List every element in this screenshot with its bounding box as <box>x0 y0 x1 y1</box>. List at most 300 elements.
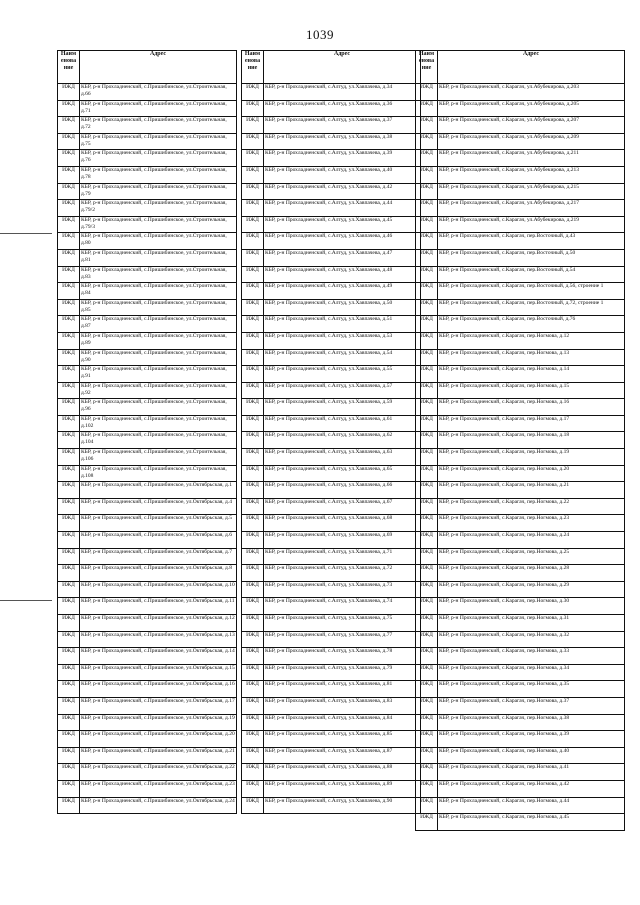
address-cell: КБР, р-н Прохладненский, с.Карагач, ул.Абубекирова, д.207 <box>438 117 625 134</box>
table-row <box>416 681 625 698</box>
table-row <box>416 449 625 466</box>
building-type-cell: ИЖД <box>58 432 80 449</box>
building-type-cell: ИЖД <box>416 764 438 781</box>
address-cell: КБР, р-н Прохладненский, с.Карагач, пер.Восточный, д.72, строение 1 <box>438 299 625 316</box>
building-type-cell: ИЖД <box>58 316 80 333</box>
table-row <box>242 548 421 565</box>
address-cell: КБР, р-н Прохладненский, с.Карагач, пер.Ногмова, д.34 <box>438 664 625 681</box>
address-cell: КБР, р-н Прохладненский, с.Карагач, пер.Ногмова, д.21 <box>438 482 625 499</box>
address-cell: КБР, р-н Прохладненский, с.Алтуд, ул.Хавпачева, д.61 <box>264 415 421 432</box>
table-row <box>416 482 625 499</box>
building-type-cell: ИЖД <box>58 515 80 532</box>
building-type-cell: ИЖД <box>58 764 80 781</box>
address-cell: КБР, р-н Прохладненский, с.Карагач, пер.Ногмова, д.32 <box>438 631 625 648</box>
building-type-cell: ИЖД <box>242 349 264 366</box>
address-cell: КБР, р-н Прохладненский, с.Пришибинское, ул.Строительная, д.92 <box>80 382 237 399</box>
building-type-cell: ИЖД <box>416 332 438 349</box>
table-row <box>58 166 237 183</box>
building-type-cell: ИЖД <box>416 233 438 250</box>
building-type-cell: ИЖД <box>242 200 264 217</box>
table-row <box>416 814 625 831</box>
building-type-cell: ИЖД <box>242 249 264 266</box>
building-type-cell: ИЖД <box>58 233 80 250</box>
building-type-cell: ИЖД <box>416 747 438 764</box>
address-cell: КБР, р-н Прохладненский, с.Карагач, пер.Восточный, д.56, строение 1 <box>438 283 625 300</box>
building-type-cell: ИЖД <box>416 631 438 648</box>
address-cell: КБР, р-н Прохладненский, с.Пришибинское, ул.Строительная, д.102 <box>80 415 237 432</box>
address-cell: КБР, р-н Прохладненский, с.Алтуд, ул.Хавпачева, д.45 <box>264 216 421 233</box>
building-type-cell: ИЖД <box>242 150 264 167</box>
building-type-cell: ИЖД <box>416 664 438 681</box>
building-type-cell: ИЖД <box>242 664 264 681</box>
address-cell: КБР, р-н Прохладненский, с.Карагач, пер.Ногмова, д.22 <box>438 498 625 515</box>
address-header: Адрес <box>80 51 237 84</box>
address-cell: КБР, р-н Прохладненский, с.Карагач, пер.Ногмова, д.25 <box>438 548 625 565</box>
table-row <box>242 714 421 731</box>
address-cell: КБР, р-н Прохладненский, с.Алтуд, ул.Хавпачева, д.78 <box>264 648 421 665</box>
address-cell: КБР, р-н Прохладненский, с.Алтуд, ул.Хавпачева, д.40 <box>264 166 421 183</box>
table-row <box>416 615 625 632</box>
table-row <box>58 150 237 167</box>
table-row <box>416 714 625 731</box>
table-row <box>58 681 237 698</box>
address-cell: КБР, р-н Прохладненский, с.Алтуд, ул.Хавпачева, д.72 <box>264 565 421 582</box>
address-cell: КБР, р-н Прохладненский, с.Пришибинское, ул.Строительная, д.91 <box>80 366 237 383</box>
building-type-cell: ИЖД <box>416 598 438 615</box>
table-row <box>242 299 421 316</box>
table-row <box>416 631 625 648</box>
building-type-cell: ИЖД <box>58 449 80 466</box>
table-row <box>58 233 237 250</box>
scan-edge-mark <box>0 233 52 234</box>
address-cell: КБР, р-н Прохладненский, с.Алтуд, ул.Хавпачева, д.75 <box>264 615 421 632</box>
building-type-cell: ИЖД <box>416 449 438 466</box>
address-cell: КБР, р-н Прохладненский, с.Пришибинское, ул.Октябрьская, д.22 <box>80 764 237 781</box>
table-row <box>58 84 237 101</box>
address-cell: КБР, р-н Прохладненский, с.Алтуд, ул.Хавпачева, д.47 <box>264 249 421 266</box>
address-cell: КБР, р-н Прохладненский, с.Пришибинское, ул.Октябрьская, д.14 <box>80 648 237 665</box>
address-cell: КБР, р-н Прохладненский, с.Карагач, пер.Восточный, д.76 <box>438 316 625 333</box>
address-cell: КБР, р-н Прохладненский, с.Пришибинское, ул.Строительная, д.96 <box>80 399 237 416</box>
address-cell: КБР, р-н Прохладненский, с.Алтуд, ул.Хавпачева, д.44 <box>264 200 421 217</box>
table-row <box>242 797 421 814</box>
building-type-cell: ИЖД <box>58 183 80 200</box>
address-cell: КБР, р-н Прохладненский, с.Карагач, пер.Ногмова, д.38 <box>438 714 625 731</box>
table-row <box>242 266 421 283</box>
scan-edge-mark <box>0 600 52 601</box>
table-row <box>416 432 625 449</box>
address-cell: КБР, р-н Прохладненский, с.Алтуд, ул.Хавпачева, д.38 <box>264 133 421 150</box>
building-type-cell: ИЖД <box>58 797 80 814</box>
address-cell: КБР, р-н Прохладненский, с.Пришибинское, ул.Октябрьская, д.16 <box>80 681 237 698</box>
building-type-cell: ИЖД <box>416 366 438 383</box>
building-type-cell: ИЖД <box>242 415 264 432</box>
address-cell: КБР, р-н Прохладненский, с.Алтуд, ул.Хавпачева, д.71 <box>264 548 421 565</box>
table-row <box>416 581 625 598</box>
table-row <box>242 366 421 383</box>
building-type-cell: ИЖД <box>416 117 438 134</box>
table-row <box>242 731 421 748</box>
table-row <box>416 299 625 316</box>
building-type-cell: ИЖД <box>58 399 80 416</box>
building-type-cell: ИЖД <box>242 598 264 615</box>
address-cell: КБР, р-н Прохладненский, с.Алтуд, ул.Хавпачева, д.67 <box>264 498 421 515</box>
address-cell: КБР, р-н Прохладненский, с.Карагач, пер.Ногмова, д.33 <box>438 648 625 665</box>
address-cell: КБР, р-н Прохладненский, с.Алтуд, ул.Хавпачева, д.62 <box>264 432 421 449</box>
table-row <box>58 249 237 266</box>
building-type-cell: ИЖД <box>416 249 438 266</box>
table-row <box>416 548 625 565</box>
address-cell: КБР, р-н Прохладненский, с.Алтуд, ул.Хавпачева, д.77 <box>264 631 421 648</box>
table-row <box>58 465 237 482</box>
building-type-cell: ИЖД <box>242 382 264 399</box>
address-cell: КБР, р-н Прохладненский, с.Пришибинское, ул.Строительная, д.84 <box>80 283 237 300</box>
address-cell: КБР, р-н Прохладненский, с.Алтуд, ул.Хавпачева, д.69 <box>264 532 421 549</box>
address-cell: КБР, р-н Прохладненский, с.Пришибинское, ул.Строительная, д.80 <box>80 233 237 250</box>
table-row <box>58 764 237 781</box>
table-row <box>416 349 625 366</box>
address-cell: КБР, р-н Прохладненский, с.Карагач, ул.Абубекирова, д.213 <box>438 166 625 183</box>
address-cell: КБР, р-н Прохладненский, с.Пришибинское, ул.Октябрьская, д.20 <box>80 731 237 748</box>
address-cell: КБР, р-н Прохладненский, с.Пришибинское, ул.Октябрьская, д.11 <box>80 598 237 615</box>
building-type-cell: ИЖД <box>58 349 80 366</box>
address-cell: КБР, р-н Прохладненский, с.Пришибинское, ул.Строительная, д.79/2 <box>80 200 237 217</box>
building-type-cell: ИЖД <box>242 648 264 665</box>
address-cell: КБР, р-н Прохладненский, с.Алтуд, ул.Хавпачева, д.65 <box>264 465 421 482</box>
table-row <box>416 780 625 797</box>
building-type-cell: ИЖД <box>58 731 80 748</box>
address-cell: КБР, р-н Прохладненский, с.Алтуд, ул.Хавпачева, д.54 <box>264 349 421 366</box>
table-row <box>416 200 625 217</box>
table-row <box>416 565 625 582</box>
address-cell: КБР, р-н Прохладненский, с.Карагач, пер.Ногмова, д.19 <box>438 449 625 466</box>
building-type-cell: ИЖД <box>242 100 264 117</box>
building-type-cell: ИЖД <box>416 133 438 150</box>
table-row <box>416 332 625 349</box>
table-row <box>58 598 237 615</box>
building-type-cell: ИЖД <box>416 166 438 183</box>
address-table-column-3 <box>415 50 625 831</box>
building-type-cell: ИЖД <box>242 515 264 532</box>
building-type-cell: ИЖД <box>242 548 264 565</box>
table-row <box>242 664 421 681</box>
building-type-cell: ИЖД <box>416 299 438 316</box>
table-row <box>58 366 237 383</box>
building-type-cell: ИЖД <box>242 731 264 748</box>
address-cell: КБР, р-н Прохладненский, с.Алтуд, ул.Хавпачева, д.42 <box>264 183 421 200</box>
table-row <box>416 515 625 532</box>
table-row <box>242 117 421 134</box>
building-type-cell: ИЖД <box>58 216 80 233</box>
address-cell: КБР, р-н Прохладненский, с.Пришибинское, ул.Октябрьская, д.23 <box>80 780 237 797</box>
address-cell: КБР, р-н Прохладненский, с.Пришибинское, ул.Октябрьская, д.21 <box>80 747 237 764</box>
table-header-row <box>242 51 421 84</box>
table-row <box>242 764 421 781</box>
building-type-cell: ИЖД <box>242 449 264 466</box>
building-type-cell: ИЖД <box>58 150 80 167</box>
building-type-cell: ИЖД <box>416 415 438 432</box>
building-type-cell: ИЖД <box>416 797 438 814</box>
address-cell: КБР, р-н Прохладненский, с.Карагач, пер.Ногмова, д.37 <box>438 697 625 714</box>
table-row <box>242 84 421 101</box>
address-cell: КБР, р-н Прохладненский, с.Пришибинское, ул.Строительная, д.85 <box>80 299 237 316</box>
building-type-cell: ИЖД <box>58 249 80 266</box>
address-cell: КБР, р-н Прохладненский, с.Алтуд, ул.Хавпачева, д.68 <box>264 515 421 532</box>
address-cell: КБР, р-н Прохладненский, с.Алтуд, ул.Хавпачева, д.81 <box>264 681 421 698</box>
table-row <box>416 283 625 300</box>
address-cell: КБР, р-н Прохладненский, с.Пришибинское, ул.Октябрьская, д.7 <box>80 548 237 565</box>
address-cell: КБР, р-н Прохладненский, с.Пришибинское, ул.Строительная, д.87 <box>80 316 237 333</box>
table-row <box>416 316 625 333</box>
building-type-cell: ИЖД <box>242 332 264 349</box>
table-row <box>58 797 237 814</box>
building-type-cell: ИЖД <box>416 532 438 549</box>
building-type-cell: ИЖД <box>58 532 80 549</box>
building-type-cell: ИЖД <box>242 166 264 183</box>
building-type-cell: ИЖД <box>58 332 80 349</box>
table-row <box>242 382 421 399</box>
building-type-cell: ИЖД <box>58 548 80 565</box>
building-type-cell: ИЖД <box>58 482 80 499</box>
building-type-cell: ИЖД <box>58 615 80 632</box>
table-row <box>242 399 421 416</box>
address-cell: КБР, р-н Прохладненский, с.Карагач, ул.Абубекирова, д.219 <box>438 216 625 233</box>
building-type-cell: ИЖД <box>58 681 80 698</box>
building-type-cell: ИЖД <box>242 316 264 333</box>
address-cell: КБР, р-н Прохладненский, с.Пришибинское, ул.Октябрьская, д.6 <box>80 532 237 549</box>
building-type-cell: ИЖД <box>416 548 438 565</box>
building-type-cell: ИЖД <box>416 697 438 714</box>
address-cell: КБР, р-н Прохладненский, с.Карагач, пер.Ногмова, д.12 <box>438 332 625 349</box>
address-cell: КБР, р-н Прохладненский, с.Карагач, пер.Восточный, д.54 <box>438 266 625 283</box>
building-type-cell: ИЖД <box>58 664 80 681</box>
address-cell: КБР, р-н Прохладненский, с.Алтуд, ул.Хавпачева, д.39 <box>264 150 421 167</box>
table-row <box>58 581 237 598</box>
building-type-cell: ИЖД <box>242 432 264 449</box>
address-table-column-2 <box>241 50 421 814</box>
address-cell: КБР, р-н Прохладненский, с.Алтуд, ул.Хавпачева, д.87 <box>264 747 421 764</box>
table-row <box>58 382 237 399</box>
table-row <box>416 797 625 814</box>
table-row <box>242 482 421 499</box>
building-type-cell: ИЖД <box>242 299 264 316</box>
type-header: Наим енова ние <box>242 51 264 84</box>
table-row <box>242 349 421 366</box>
address-cell: КБР, р-н Прохладненский, с.Пришибинское, ул.Строительная, д.78 <box>80 166 237 183</box>
address-cell: КБР, р-н Прохладненский, с.Алтуд, ул.Хавпачева, д.46 <box>264 233 421 250</box>
address-cell: КБР, р-н Прохладненский, с.Карагач, пер.Ногмова, д.17 <box>438 415 625 432</box>
address-cell: КБР, р-н Прохладненский, с.Пришибинское, ул.Октябрьская, д.8 <box>80 565 237 582</box>
building-type-cell: ИЖД <box>242 747 264 764</box>
building-type-cell: ИЖД <box>416 150 438 167</box>
address-cell: КБР, р-н Прохладненский, с.Пришибинское, ул.Октябрьская, д.12 <box>80 615 237 632</box>
building-type-cell: ИЖД <box>416 432 438 449</box>
address-cell: КБР, р-н Прохладненский, с.Пришибинское, ул.Строительная, д.72 <box>80 117 237 134</box>
building-type-cell: ИЖД <box>242 581 264 598</box>
building-type-cell: ИЖД <box>416 100 438 117</box>
table-row <box>416 664 625 681</box>
building-type-cell: ИЖД <box>58 117 80 134</box>
building-type-cell: ИЖД <box>58 648 80 665</box>
address-cell: КБР, р-н Прохладненский, с.Алтуд, ул.Хавпачева, д.73 <box>264 581 421 598</box>
address-cell: КБР, р-н Прохладненский, с.Пришибинское, ул.Строительная, д.79 <box>80 183 237 200</box>
table-row <box>242 216 421 233</box>
table-row <box>58 183 237 200</box>
address-cell: КБР, р-н Прохладненский, с.Пришибинское, ул.Строительная, д.75 <box>80 133 237 150</box>
building-type-cell: ИЖД <box>416 714 438 731</box>
table-row <box>416 648 625 665</box>
building-type-cell: ИЖД <box>242 797 264 814</box>
table-row <box>416 731 625 748</box>
table-row <box>416 84 625 101</box>
address-cell: КБР, р-н Прохладненский, с.Карагач, пер.Ногмова, д.30 <box>438 598 625 615</box>
table-row <box>242 316 421 333</box>
address-cell: КБР, р-н Прохладненский, с.Карагач, ул.Абубекирова, д.205 <box>438 100 625 117</box>
building-type-cell: ИЖД <box>416 648 438 665</box>
address-cell: КБР, р-н Прохладненский, с.Карагач, пер.Ногмова, д.24 <box>438 532 625 549</box>
address-cell: КБР, р-н Прохладненский, с.Карагач, ул.Абубекирова, д.217 <box>438 200 625 217</box>
table-row <box>58 747 237 764</box>
table-row <box>416 532 625 549</box>
table-row <box>416 249 625 266</box>
address-cell: КБР, р-н Прохладненский, с.Карагач, пер.Ногмова, д.39 <box>438 731 625 748</box>
address-cell: КБР, р-н Прохладненский, с.Карагач, пер.Ногмова, д.35 <box>438 681 625 698</box>
table-row <box>242 332 421 349</box>
building-type-cell: ИЖД <box>416 84 438 101</box>
building-type-cell: ИЖД <box>416 565 438 582</box>
table-row <box>416 183 625 200</box>
table-row <box>416 415 625 432</box>
building-type-cell: ИЖД <box>242 465 264 482</box>
address-cell: КБР, р-н Прохладненский, с.Пришибинское, ул.Строительная, д.71 <box>80 100 237 117</box>
table-row <box>58 316 237 333</box>
building-type-cell: ИЖД <box>416 316 438 333</box>
building-type-cell: ИЖД <box>58 780 80 797</box>
table-header-row <box>58 51 237 84</box>
address-header: Адрес <box>438 51 625 84</box>
building-type-cell: ИЖД <box>242 216 264 233</box>
building-type-cell: ИЖД <box>242 615 264 632</box>
address-cell: КБР, р-н Прохладненский, с.Пришибинское, ул.Октябрьская, д.19 <box>80 714 237 731</box>
building-type-cell: ИЖД <box>58 200 80 217</box>
address-cell: КБР, р-н Прохладненский, с.Карагач, пер.Ногмова, д.20 <box>438 465 625 482</box>
table-row <box>242 449 421 466</box>
address-cell: КБР, р-н Прохладненский, с.Пришибинское, ул.Строительная, д.76 <box>80 150 237 167</box>
address-cell: КБР, р-н Прохладненский, с.Пришибинское, ул.Строительная, д.81 <box>80 249 237 266</box>
table-row <box>416 697 625 714</box>
building-type-cell: ИЖД <box>242 283 264 300</box>
table-row <box>416 233 625 250</box>
address-cell: КБР, р-н Прохладненский, с.Пришибинское, ул.Строительная, д.66 <box>80 84 237 101</box>
table-row <box>242 598 421 615</box>
table-row <box>58 432 237 449</box>
table-row <box>242 465 421 482</box>
building-type-cell: ИЖД <box>416 498 438 515</box>
table-row <box>416 366 625 383</box>
building-type-cell: ИЖД <box>416 515 438 532</box>
table-row <box>58 133 237 150</box>
building-type-cell: ИЖД <box>416 349 438 366</box>
table-row <box>58 731 237 748</box>
address-cell: КБР, р-н Прохладненский, с.Пришибинское, ул.Октябрьская, д.5 <box>80 515 237 532</box>
table-row <box>242 498 421 515</box>
table-row <box>416 117 625 134</box>
table-row <box>242 648 421 665</box>
table-row <box>58 332 237 349</box>
table-row <box>58 548 237 565</box>
address-cell: КБР, р-н Прохладненский, с.Карагач, ул.Абубекирова, д.211 <box>438 150 625 167</box>
building-type-cell: ИЖД <box>242 681 264 698</box>
table-row <box>242 780 421 797</box>
table-row <box>416 150 625 167</box>
building-type-cell: ИЖД <box>58 598 80 615</box>
table-row <box>242 150 421 167</box>
building-type-cell: ИЖД <box>242 183 264 200</box>
address-cell: КБР, р-н Прохладненский, с.Алтуд, ул.Хавпачева, д.79 <box>264 664 421 681</box>
address-cell: КБР, р-н Прохладненский, с.Карагач, пер.Ногмова, д.28 <box>438 565 625 582</box>
address-cell: КБР, р-н Прохладненский, с.Пришибинское, ул.Строительная, д.83 <box>80 266 237 283</box>
table-row <box>242 532 421 549</box>
building-type-cell: ИЖД <box>242 84 264 101</box>
address-cell: КБР, р-н Прохладненский, с.Алтуд, ул.Хавпачева, д.59 <box>264 399 421 416</box>
table-row <box>416 465 625 482</box>
address-cell: КБР, р-н Прохладненский, с.Алтуд, ул.Хавпачева, д.53 <box>264 332 421 349</box>
table-row <box>242 515 421 532</box>
table-row <box>416 399 625 416</box>
table-row <box>416 747 625 764</box>
address-cell: КБР, р-н Прохладненский, с.Пришибинское, ул.Октябрьская, д.4 <box>80 498 237 515</box>
table-row <box>58 697 237 714</box>
address-table-column-1 <box>57 50 237 814</box>
table-row <box>242 415 421 432</box>
building-type-cell: ИЖД <box>242 133 264 150</box>
building-type-cell: ИЖД <box>416 814 438 831</box>
table-row <box>416 764 625 781</box>
building-type-cell: ИЖД <box>416 465 438 482</box>
table-row <box>416 598 625 615</box>
building-type-cell: ИЖД <box>416 183 438 200</box>
table-row <box>416 216 625 233</box>
table-row <box>58 648 237 665</box>
table-row <box>416 166 625 183</box>
table-row <box>58 664 237 681</box>
table-row <box>416 133 625 150</box>
table-row <box>242 581 421 598</box>
address-cell: КБР, р-н Прохладненский, с.Алтуд, ул.Хавпачева, д.88 <box>264 764 421 781</box>
table-row <box>58 415 237 432</box>
address-cell: КБР, р-н Прохладненский, с.Алтуд, ул.Хавпачева, д.66 <box>264 482 421 499</box>
address-cell: КБР, р-н Прохладненский, с.Алтуд, ул.Хавпачева, д.83 <box>264 697 421 714</box>
table-row <box>242 615 421 632</box>
address-cell: КБР, р-н Прохладненский, с.Пришибинское, ул.Строительная, д.79/3 <box>80 216 237 233</box>
address-cell: КБР, р-н Прохладненский, с.Алтуд, ул.Хавпачева, д.84 <box>264 714 421 731</box>
building-type-cell: ИЖД <box>242 482 264 499</box>
building-type-cell: ИЖД <box>416 731 438 748</box>
table-row <box>242 631 421 648</box>
address-cell: КБР, р-н Прохладненский, с.Карагач, пер.Восточный, д.50 <box>438 249 625 266</box>
address-cell: КБР, р-н Прохладненский, с.Карагач, пер.Ногмова, д.23 <box>438 515 625 532</box>
building-type-cell: ИЖД <box>58 714 80 731</box>
table-row <box>58 565 237 582</box>
building-type-cell: ИЖД <box>58 747 80 764</box>
building-type-cell: ИЖД <box>58 166 80 183</box>
building-type-cell: ИЖД <box>242 780 264 797</box>
building-type-cell: ИЖД <box>416 399 438 416</box>
address-cell: КБР, р-н Прохладненский, с.Алтуд, ул.Хавпачева, д.90 <box>264 797 421 814</box>
table-row <box>58 482 237 499</box>
building-type-cell: ИЖД <box>416 266 438 283</box>
address-cell: КБР, р-н Прохладненский, с.Карагач, ул.Абубекирова, д.215 <box>438 183 625 200</box>
